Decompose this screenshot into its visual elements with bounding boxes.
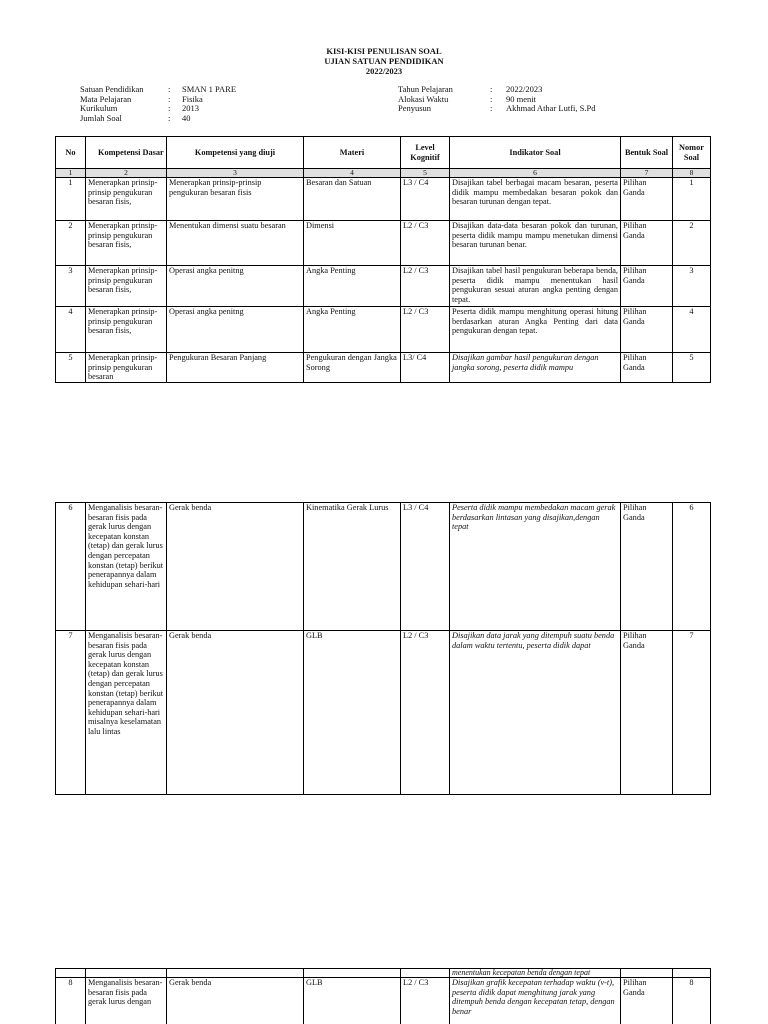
cell-indikator: Disajikan grafik kecepatan terhadap waktu (v-t), peserta didik dapat menghitung jarak yang ditempuh benda dengan kecepatan tetap, dengan benar (450, 978, 621, 1024)
cell-nomor: 2 (673, 221, 711, 266)
meta-label: Mata Pelajaran (80, 93, 132, 104)
table-row (56, 178, 711, 221)
cell-empty (167, 969, 304, 978)
cell-nomor: 4 (673, 307, 711, 353)
cell-kompetensi-diuji: Menentukan dimensi suatu besaran (167, 221, 304, 266)
cell-materi: GLB (304, 631, 401, 795)
cell-kompetensi-diuji: Operasi angka penitng (167, 266, 304, 307)
meta-value: Akhmad Athar Lutfi, S.Pd (506, 103, 596, 113)
document-title: KISI-KISI PENULISAN SOAL (326, 46, 442, 56)
cell-bentuk: Pilihan Ganda (621, 503, 673, 631)
cell-level: L3 / C4 (401, 503, 450, 631)
cell-level: L2 / C3 (401, 307, 450, 353)
kisi-kisi-table-page-1 (55, 136, 711, 383)
cell-empty (621, 969, 673, 978)
cell-indikator: Peserta didik mampu membedakan macam gerak berdasarkan lintasan yang disajikan,dengan tepat (450, 503, 621, 631)
column-number: 5 (401, 169, 450, 178)
cell-no: 8 (56, 978, 86, 1024)
table-row-continuation (56, 969, 711, 978)
cell-nomor: 6 (673, 503, 711, 631)
column-number: 7 (621, 169, 673, 178)
cell-empty (673, 969, 711, 978)
column-number: 4 (304, 169, 401, 178)
cell-materi: Angka Penting (304, 266, 401, 307)
cell-materi: Pengukuran dengan Jangka Sorong (304, 353, 401, 384)
document-subtitle: UJIAN SATUAN PENDIDIKAN (324, 56, 444, 66)
kisi-kisi-table-page-2 (55, 502, 711, 795)
meta-colon: : (168, 112, 171, 123)
document-year: 2022/2023 (365, 66, 403, 76)
cell-no: 2 (56, 221, 86, 266)
table-header-row (56, 137, 711, 169)
header-indikator-soal: Indikator Soal (450, 137, 621, 169)
cell-level: L3/ C4 (401, 353, 450, 384)
cell-no: 6 (56, 503, 86, 631)
cell-materi: Kinematika Gerak Lurus (304, 503, 401, 631)
cell-empty (304, 969, 401, 978)
table-row (56, 221, 711, 266)
meta-colon: : (490, 84, 493, 94)
meta-value: 2022/2023 (506, 84, 543, 94)
cell-kompetensi-diuji: Gerak benda (167, 978, 304, 1024)
meta-colon: : (168, 93, 171, 104)
cell-indikator: Disajikan data-data besaran pokok dan turunan, peserta didik mampu mampu menetukan dimensi besaran turunan benar. (450, 221, 621, 266)
cell-bentuk: Pilihan Ganda (621, 178, 673, 221)
cell-materi: Angka Penting (304, 307, 401, 353)
header-kompetensi-dasar: Kompetensi Dasar (86, 137, 167, 169)
cell-no: 1 (56, 178, 86, 221)
meta-row (80, 104, 380, 114)
cell-bentuk: Pilihan Ganda (621, 266, 673, 307)
table-page-3-clip (55, 968, 711, 1024)
cell-bentuk: Pilihan Ganda (621, 631, 673, 795)
metadata-left (80, 85, 380, 125)
cell-indikator: Disajikan tabel hasil pengukuran beberapa benda, peserta didik mampu menentukan hasil pengukuran sesuai aturan angka penting dengan tepat. (450, 266, 621, 307)
column-number: 8 (673, 169, 711, 178)
cell-materi: Besaran dan Satuan (304, 178, 401, 221)
cell-kompetensi-dasar: Menerapkan prinsip-prinsip pengukuran besaran fisis, (86, 221, 167, 266)
meta-label: Penyusun (398, 103, 432, 113)
cell-kompetensi-dasar: Menerapkan prinsip-prinsip pengukuran besaran (86, 353, 167, 384)
table-row (56, 353, 711, 384)
column-number: 2 (86, 169, 167, 178)
meta-value: 90 menit (506, 93, 536, 104)
header-materi: Materi (304, 137, 401, 169)
cell-empty (56, 969, 86, 978)
cell-level: L2 / C3 (401, 266, 450, 307)
cell-kompetensi-diuji: Gerak benda (167, 631, 304, 795)
table-row (56, 307, 711, 353)
cell-no: 4 (56, 307, 86, 353)
meta-value: 2013 (182, 103, 199, 113)
header-bentuk-soal: Bentuk Soal (621, 137, 673, 169)
cell-kompetensi-dasar: Menerapkan prinsip-prinsip pengukuran besaran fisis, (86, 266, 167, 307)
kisi-kisi-table-page-3 (55, 968, 711, 1024)
column-number: 6 (450, 169, 621, 178)
cell-indikator: Disajikan tabel berbagai macam besaran, peserta didik mampu membedakan besaran pokok dan besaran turunan dengan tepat. (450, 178, 621, 221)
header-level-kognitif: Level Kognitif (401, 137, 450, 169)
cell-nomor: 7 (673, 631, 711, 795)
meta-label: Tahun Pelajaran (398, 84, 453, 94)
meta-colon: : (168, 84, 171, 94)
cell-nomor: 1 (673, 178, 711, 221)
cell-level: L2 / C3 (401, 978, 450, 1024)
cell-indikator: Peserta didik mampu menghitung operasi hitung berdasarkan aturan Angka Penting dari data pengukuran dengan tepat. (450, 307, 621, 353)
cell-level: L2 / C3 (401, 221, 450, 266)
header-no: No (56, 137, 86, 169)
cell-nomor: 3 (673, 266, 711, 307)
table-row (56, 978, 711, 1024)
cell-kompetensi-dasar: Menerapkan prinsip-prinsip pengukuran besaran fisis, (86, 178, 167, 221)
meta-row (398, 104, 698, 114)
cell-empty (401, 969, 450, 978)
column-number: 1 (56, 169, 86, 178)
table-row (56, 266, 711, 307)
cell-nomor: 8 (673, 978, 711, 1024)
cell-kompetensi-dasar: Menganalisis besaran-besaran fisis pada gerak lurus dengan kecepatan konstan (tetap) dan gerak lurus dengan percepatan konstan (tetap) berikut penerapannya dalam kehidupan sehari-hari misalnya keselamatan lalu lintas (86, 631, 167, 795)
cell-kompetensi-diuji: Menerapkan prinsip-prinsip pengukuran besaran fisis (167, 178, 304, 221)
metadata-right (398, 85, 698, 115)
table-row (56, 631, 711, 795)
cell-level: L2 / C3 (401, 631, 450, 795)
cell-bentuk: Pilihan Ganda (621, 307, 673, 353)
meta-value: SMAN 1 PARE (182, 84, 237, 94)
table-page-1-clip (55, 136, 711, 383)
cell-kompetensi-dasar: Menerapkan prinsip-prinsip pengukuran besaran fisis, (86, 307, 167, 353)
cell-bentuk: Pilihan Ganda (621, 221, 673, 266)
cell-kompetensi-diuji: Pengukuran Besaran Panjang (167, 353, 304, 384)
column-number-row (56, 169, 711, 178)
meta-label: Jumlah Soal (80, 112, 122, 123)
header-kompetensi-diuji: Kompetensi yang diuji (167, 137, 304, 169)
cell-bentuk: Pilihan Ganda (621, 978, 673, 1024)
cell-no: 3 (56, 266, 86, 307)
cell-indikator-continuation: menentukan kecepatan benda dengan tepat (450, 969, 621, 978)
meta-row (80, 114, 380, 124)
meta-colon: : (490, 93, 493, 104)
meta-value: 40 (182, 112, 191, 123)
cell-indikator: Disajikan data jarak yang ditempuh suatu benda dalam waktu tertentu, peserta didik dapat (450, 631, 621, 795)
cell-empty (86, 969, 167, 978)
cell-materi: Dimensi (304, 221, 401, 266)
table-row (56, 503, 711, 631)
cell-level: L3 / C4 (401, 178, 450, 221)
meta-row (80, 95, 380, 105)
meta-value: Fisika (182, 93, 203, 104)
column-number: 3 (167, 169, 304, 178)
cell-nomor: 5 (673, 353, 711, 384)
cell-kompetensi-diuji: Operasi angka penitng (167, 307, 304, 353)
cell-materi: GLB (304, 978, 401, 1024)
meta-colon: : (490, 103, 493, 113)
meta-label: Alokasi Waktu (398, 93, 449, 104)
meta-label: Kurikulum (80, 103, 118, 113)
cell-no: 5 (56, 353, 86, 384)
table-bottom-border (55, 382, 711, 383)
cell-kompetensi-dasar: Menganalisis besaran-besaran fisis pada gerak lurus dengan kecepatan konstan (tetap) dan gerak lurus dengan percepatan konstan (tetap) berikut penerapannya dalam kehidupan sehari-hari (86, 503, 167, 631)
cell-bentuk: Pilihan Ganda (621, 353, 673, 384)
header-nomor-soal: Nomor Soal (673, 137, 711, 169)
cell-kompetensi-dasar: Menganalisis besaran-besaran fisis pada gerak lurus dengan (86, 978, 167, 1024)
cell-kompetensi-diuji: Gerak benda (167, 503, 304, 631)
cell-indikator: Disajikan gambar hasil pengukuran dengan jangka sorong, peserta didik mampu (450, 353, 621, 384)
meta-label: Satuan Pendidikan (80, 84, 144, 94)
cell-no: 7 (56, 631, 86, 795)
meta-colon: : (168, 103, 171, 113)
